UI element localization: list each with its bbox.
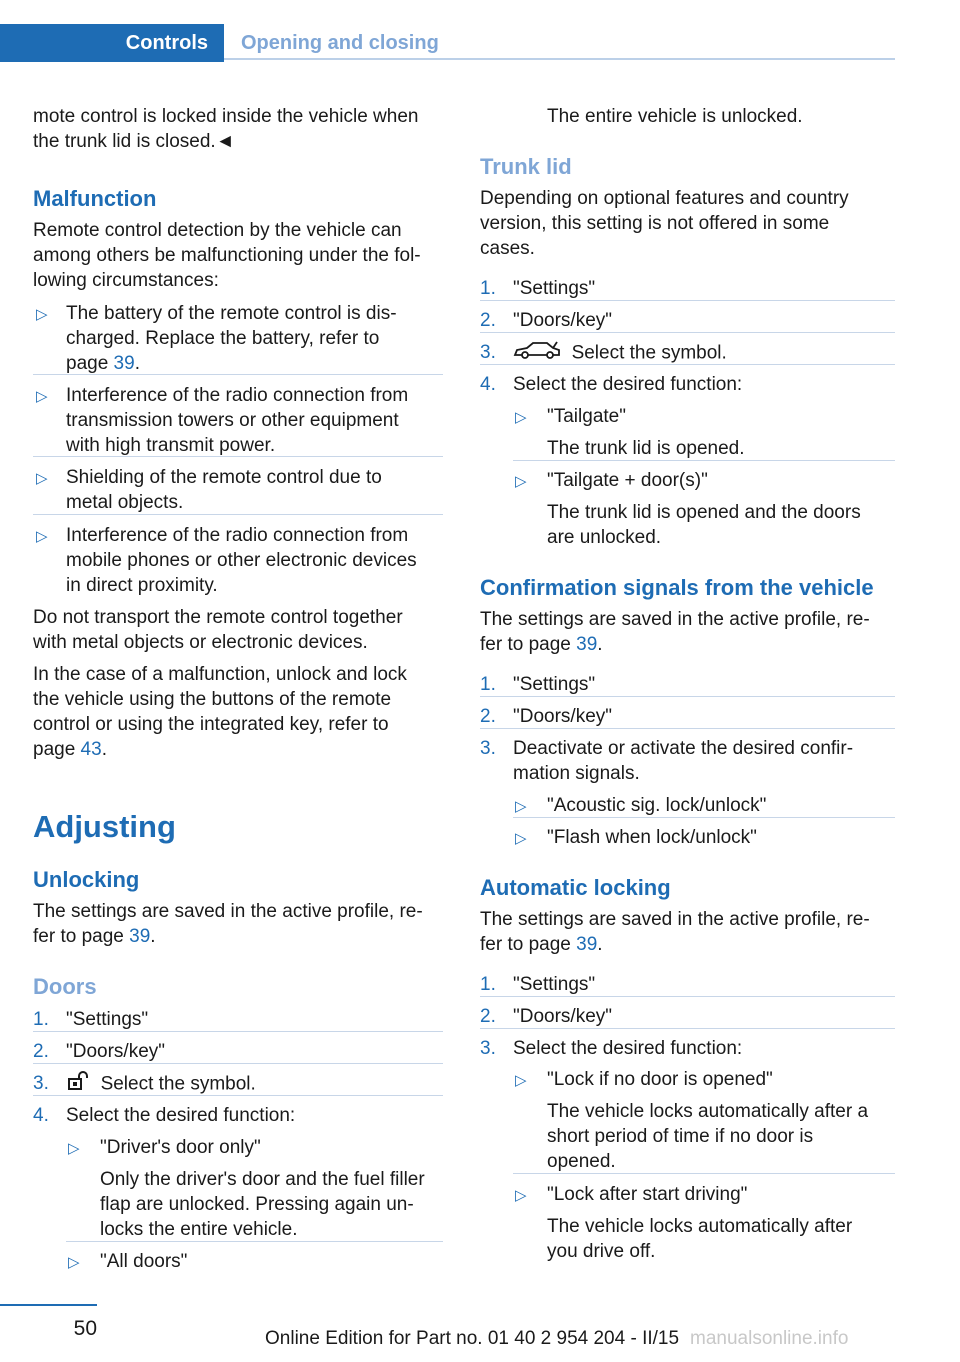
para-1-line-2: with metal objects or electronic devices. (33, 632, 368, 653)
step-number: 4. (480, 374, 496, 395)
option-lock-driving-desc-2: you drive off. (547, 1241, 656, 1262)
heading-doors: Doors (33, 974, 97, 999)
auto-page-text: fer to page (480, 934, 577, 955)
heading-automatic-locking: Automatic locking (480, 875, 671, 900)
heading-confirmation-signals: Confirmation signals from the vehicle (480, 575, 874, 600)
triangle-bullet-icon: ▷ (515, 830, 527, 847)
option-tailgate: "Tailgate" (547, 406, 626, 427)
conf-line-2: fer to page 39. (480, 634, 603, 655)
bullet-1-page-text: page (66, 353, 114, 374)
divider (33, 374, 443, 375)
triangle-bullet-icon: ▷ (515, 1187, 527, 1204)
option-lock-no-door: "Lock if no door is opened" (547, 1069, 773, 1090)
car-trunk-icon (513, 340, 561, 367)
step-number: 1. (480, 278, 496, 299)
step-4: Select the desired function: (66, 1105, 296, 1126)
para-2-line-3: control or using the integrated key, refer to (33, 714, 389, 735)
chapter-tab[interactable]: Controls (0, 24, 224, 62)
edition-text: Online Edition for Part no. 01 40 2 954 204 - II/15 (265, 1328, 680, 1349)
para-2-page-text: page (33, 739, 81, 760)
conf-step-3-line-1: Deactivate or activate the desired confir‐ (513, 738, 854, 759)
bullet-1-period: . (134, 353, 140, 374)
option-drivers-door-desc-3: locks the entire vehicle. (100, 1219, 298, 1240)
divider (513, 817, 895, 818)
triangle-bullet-icon: ▷ (36, 388, 48, 405)
bullet-4-line-3: in direct proximity. (66, 575, 218, 596)
step-number: 2. (480, 1006, 496, 1027)
unlocking-line-1: The settings are saved in the active profile, re‐ (33, 901, 423, 922)
bullet-1-line-3 (66, 351, 140, 376)
page-link[interactable]: 39 (576, 934, 598, 955)
conf-step-2: "Doors/key" (513, 706, 613, 727)
divider (33, 1031, 443, 1032)
para-1-line-1: Do not transport the remote control together (33, 607, 403, 628)
step-number: 3. (480, 1038, 496, 1059)
para-2-line-1: In the case of a malfunction, unlock and lock (33, 664, 407, 685)
option-lock-driving-desc-1: The vehicle locks automatically after (547, 1216, 853, 1237)
door-unlock-icon (66, 1071, 90, 1098)
trunk-line-2: version, this setting is not offered in some (480, 213, 830, 234)
option-tailgate-desc: The trunk lid is opened. (547, 438, 745, 459)
page-header (0, 24, 895, 62)
heading-trunk-lid: Trunk lid (480, 154, 572, 179)
option-lock-no-door-desc-3: opened. (547, 1151, 616, 1172)
step-3 (66, 1071, 256, 1098)
section-tab[interactable]: Opening and closing (224, 24, 895, 60)
watermark: manualsonline.info (690, 1328, 849, 1349)
page-number: 50 (73, 1317, 97, 1340)
triangle-bullet-icon: ▷ (515, 473, 527, 490)
bullet-2-line-1: Interference of the radio connection from (66, 385, 409, 406)
para-2-line-4: page 43. (33, 739, 107, 760)
intro-line-2: the trunk lid is closed.◄ (33, 131, 235, 152)
bullet-4-line-1: Interference of the radio connection from (66, 525, 409, 546)
footer-rule (0, 1304, 97, 1306)
trunk-step-4: Select the desired function: (513, 374, 743, 395)
divider (480, 364, 895, 365)
option-tailgate-doors-desc-1: The trunk lid is opened and the doors (547, 502, 861, 523)
step-number: 3. (480, 738, 496, 759)
step-number: 1. (480, 674, 496, 695)
divider (513, 1173, 895, 1174)
heading-unlocking: Unlocking (33, 867, 140, 892)
triangle-bullet-icon: ▷ (515, 409, 527, 426)
auto-step-1: "Settings" (513, 974, 596, 995)
option-drivers-door-desc-1: Only the driver's door and the fuel filler (100, 1169, 425, 1190)
step-number: 3. (33, 1073, 49, 1094)
heading-malfunction: Malfunction (33, 186, 157, 211)
bullet-1-line-2: charged. Replace the battery, refer to (66, 328, 380, 349)
triangle-bullet-icon: ▷ (36, 306, 48, 323)
conf-step-1: "Settings" (513, 674, 596, 695)
trunk-step-3 (513, 340, 727, 367)
option-lock-driving: "Lock after start driving" (547, 1184, 748, 1205)
bullet-4-line-2: mobile phones or other electronic devices (66, 550, 417, 571)
trunk-step-1: "Settings" (513, 278, 596, 299)
step-number: 1. (33, 1009, 49, 1030)
conf-line-1: The settings are saved in the active profile, re‐ (480, 609, 870, 630)
auto-line-1: The settings are saved in the active profile, re‐ (480, 909, 870, 930)
auto-line-2: fer to page 39. (480, 934, 603, 955)
step-number: 1. (480, 974, 496, 995)
option-lock-no-door-desc-1: The vehicle locks automatically after a (547, 1101, 869, 1122)
step-number: 4. (33, 1105, 49, 1126)
step-1: "Settings" (66, 1009, 149, 1030)
divider (480, 1028, 895, 1029)
bullet-3-line-1: Shielding of the remote control due to (66, 467, 382, 488)
page-link[interactable]: 39 (129, 926, 151, 947)
divider (66, 1241, 443, 1242)
step-number: 2. (480, 706, 496, 727)
triangle-bullet-icon: ▷ (515, 798, 527, 815)
bullet-1-line-1: The battery of the remote control is dis‐ (66, 303, 397, 324)
option-drivers-door-desc-2: flap are unlocked. Pressing again un‐ (100, 1194, 414, 1215)
divider (480, 332, 895, 333)
auto-step-2: "Doors/key" (513, 1006, 613, 1027)
page-link[interactable]: 39 (113, 353, 135, 374)
divider (33, 1095, 443, 1096)
page-link[interactable]: 43 (80, 739, 102, 760)
malfunction-line-3: lowing circumstances: (33, 270, 219, 291)
divider (480, 300, 895, 301)
para-2-line-2: the vehicle using the buttons of the remote (33, 689, 392, 710)
triangle-bullet-icon: ▷ (36, 470, 48, 487)
page-link[interactable]: 39 (576, 634, 598, 655)
conf-step-3-line-2: mation signals. (513, 763, 640, 784)
trunk-line-3: cases. (480, 238, 535, 259)
step-number: 3. (480, 342, 496, 363)
triangle-bullet-icon: ▷ (515, 1072, 527, 1089)
auto-step-3: Select the desired function: (513, 1038, 743, 1059)
malfunction-line-2: among others be malfunctioning under the fol‐ (33, 245, 421, 266)
option-acoustic: "Acoustic sig. lock/unlock" (547, 795, 767, 816)
step-3-label: Select the symbol. (100, 1073, 256, 1095)
malfunction-line-1: Remote control detection by the vehicle can (33, 220, 402, 241)
bullet-2-line-3: with high transmit power. (66, 435, 276, 456)
trunk-line-1: Depending on optional features and country (480, 188, 849, 209)
divider (33, 514, 443, 515)
conf-page-text: fer to page (480, 634, 577, 655)
option-tailgate-doors-desc-2: are unlocked. (547, 527, 662, 548)
triangle-bullet-icon: ▷ (68, 1254, 80, 1271)
step-number: 2. (33, 1041, 49, 1062)
divider (480, 696, 895, 697)
heading-adjusting: Adjusting (33, 809, 176, 844)
option-flash: "Flash when lock/unlock" (547, 827, 757, 848)
option-lock-no-door-desc-2: short period of time if no door is (547, 1126, 814, 1147)
intro-line-1: mote control is locked inside the vehicle when (33, 106, 419, 127)
divider (480, 996, 895, 997)
option-drivers-door: "Driver's door only" (100, 1137, 261, 1158)
triangle-bullet-icon: ▷ (36, 528, 48, 545)
divider (33, 1063, 443, 1064)
option-all-doors: "All doors" (100, 1251, 188, 1272)
unlocking-line-2: fer to page 39. (33, 926, 156, 947)
option-tailgate-doors: "Tailgate + door(s)" (547, 470, 708, 491)
option-all-doors-desc: The entire vehicle is unlocked. (547, 106, 803, 127)
divider (33, 456, 443, 457)
divider (480, 728, 895, 729)
triangle-bullet-icon: ▷ (68, 1140, 80, 1157)
trunk-step-3-label: Select the symbol. (571, 342, 727, 364)
bullet-2-line-2: transmission towers or other equipment (66, 410, 399, 431)
divider (513, 460, 895, 461)
trunk-step-2: "Doors/key" (513, 310, 613, 331)
unlocking-page-text: fer to page (33, 926, 130, 947)
step-number: 2. (480, 310, 496, 331)
step-2: "Doors/key" (66, 1041, 166, 1062)
bullet-3-line-2: metal objects. (66, 492, 184, 513)
